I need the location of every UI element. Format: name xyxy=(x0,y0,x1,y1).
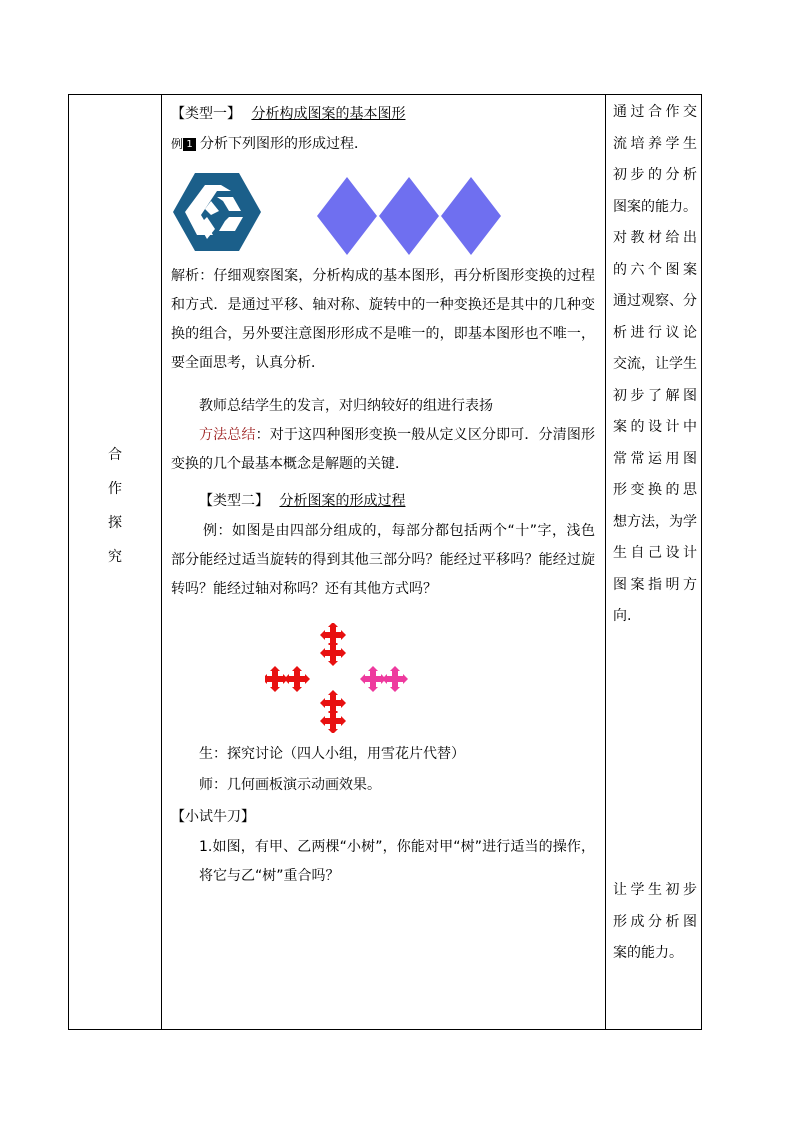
method-label: 方法总结 xyxy=(199,427,256,443)
diamonds-figure xyxy=(317,177,503,255)
question-1: 1.如图，有甲、乙两棵“小树”，你能对甲“树”进行适当的操作，将它与乙“树”重合吗？ xyxy=(199,839,595,884)
practice-heading: 【小试牛刀】 xyxy=(171,809,255,825)
note-line: 形成分析图 xyxy=(613,913,697,930)
analysis-paragraph: 解析：仔细观察图案，分析构成的基本图形，再分析图形变换的过程和方式．是通过平移、轴对称、旋转中的一种变换还是其中的几种变换的组合，另外要注意图形形成不是唯一的，即基本图形也不唯一，要全面思考，认真分析． xyxy=(171,268,595,371)
note-line: 图案指明方 xyxy=(613,576,697,593)
note-line: 向. xyxy=(613,608,632,624)
type2-heading: 【类型二】 xyxy=(199,493,269,509)
example1-text: 分析下列图形的形成过程． xyxy=(200,136,369,152)
method-text: ：对于这四种图形变换一般从定义区分即可．分清图形变换的几个最基本概念是解题的关键． xyxy=(171,427,595,472)
type2-title: 分析图案的形成过程 xyxy=(279,493,406,509)
note-2 xyxy=(613,875,697,970)
note-line: 让学生初步 xyxy=(613,882,697,898)
notes-column xyxy=(605,95,703,1029)
method-summary xyxy=(171,421,595,479)
note-line: 通过合作交 xyxy=(613,104,697,120)
section-label-char: 探 xyxy=(108,515,122,531)
type1-heading: 【类型一】 xyxy=(171,106,241,122)
note-line: 析进行议论 xyxy=(613,324,697,341)
note-line: 生自己设计 xyxy=(613,545,697,561)
note-line: 图案的能力。 xyxy=(613,198,697,215)
teacher-summary: 教师总结学生的发言，对归纳较好的组进行表扬 xyxy=(199,398,493,414)
type2-heading-row xyxy=(199,491,405,511)
crosses-figure xyxy=(265,623,425,733)
note-line: 的六个图案 xyxy=(613,261,697,278)
note-line: 流培养学生 xyxy=(613,135,697,152)
type1-title: 分析构成图案的基本图形 xyxy=(251,106,406,122)
section-label xyxy=(105,438,125,574)
diamond-shape xyxy=(317,177,377,255)
note-line: 案的设计中 xyxy=(613,419,697,435)
note-line: 初步的分析 xyxy=(613,167,697,183)
diamond-shape xyxy=(441,177,501,255)
note-line: 初步了解图 xyxy=(613,387,697,404)
note-line: 形变换的思 xyxy=(613,482,697,498)
note-line: 案的能力。 xyxy=(613,945,683,961)
note-line: 常常运用图 xyxy=(613,450,697,467)
diamond-shape xyxy=(379,177,439,255)
section-label-char: 合 xyxy=(108,447,122,463)
type1-heading-row xyxy=(171,104,405,124)
note-line: 想方法，为学 xyxy=(613,513,697,530)
note-line: 通过观察、分 xyxy=(613,293,697,309)
example1-badge: 1 xyxy=(183,138,196,151)
note-line: 交流，让学生 xyxy=(613,356,697,372)
example1-row xyxy=(171,134,368,154)
student-line: 生：探究讨论（四人小组，用雪花片代替） xyxy=(199,746,465,762)
lesson-table xyxy=(68,94,702,1030)
example1-prefix: 例 xyxy=(171,137,184,151)
main-content-column xyxy=(161,95,605,1029)
section-label-column xyxy=(69,95,161,1029)
section-label-char: 作 xyxy=(108,481,122,497)
hexagon-swirl-figure xyxy=(171,171,263,253)
example2-paragraph: 例：如图是由四部分组成的，每部分都包括两个“十”字，浅色部分能经过适当旋转的得到其他三部分吗？能经过平移吗？能经过旋转吗？能经过轴对称吗？还有其他方式吗？ xyxy=(171,523,595,597)
teacher-line: 师：几何画板演示动画效果。 xyxy=(199,777,381,793)
note-1 xyxy=(613,97,697,633)
section-label-char: 究 xyxy=(108,549,122,565)
note-line: 对教材给出 xyxy=(613,230,697,246)
